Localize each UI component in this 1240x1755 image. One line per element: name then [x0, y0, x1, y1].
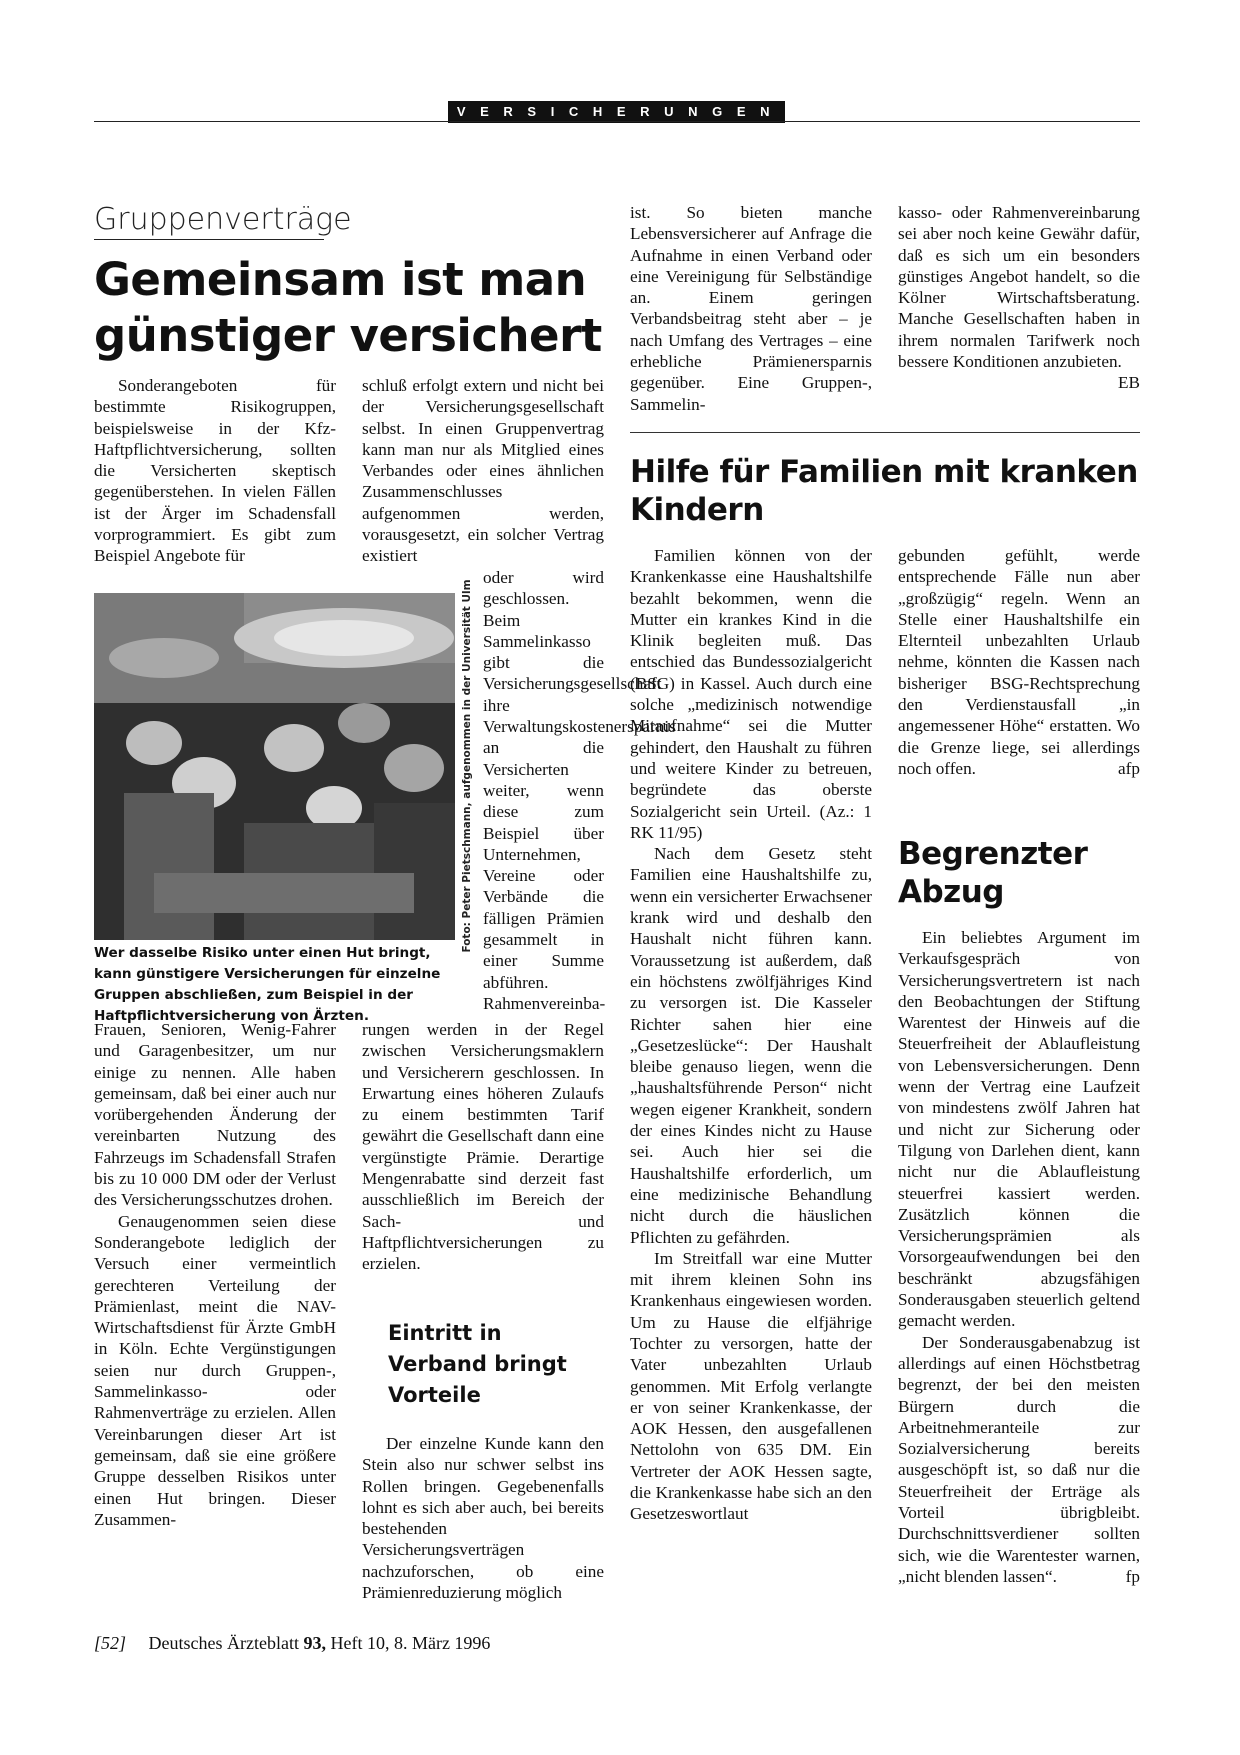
article1-col3	[630, 202, 872, 415]
paragraph: Sonderangeboten für bestimmte Risikogruppen, beispielsweise in der Kfz-Haftpflichtversicherung, sollten die Versicherten skeptisch gegenüberstehen. In vielen Fällen ist der Ärger im Schadensfall vorprogrammiert. Es gibt zum Beispiel Angebote für	[94, 376, 336, 566]
article2-headline: Hilfe für Familien mit kranken Kindern	[630, 454, 1138, 528]
journal-issue: Heft 10, 8. März 1996	[330, 1633, 491, 1653]
paragraph: ist. So bieten manche Lebensversicherer auf Anfrage die Aufnahme in einen Verband oder eine Vereinigung für Selbständige an. Einem geringen Verbandsbeitrag steht aber – je nach Umfang des Vertrages – eine erhebliche Prämienersparnis gegenüber. Eine Gruppen-, Sammelin-	[630, 203, 872, 414]
article3-headline: Begrenzter Abzug	[898, 836, 1088, 910]
paragraph: Im Streitfall war eine Mutter mit ihrem kleinen Sohn ins Krankenhaus eingewiesen worden. Um zu Hause die elfjährige Tochter zu versorgen, hatte der Vater unbezahlten Urlaub genommen. Mit Erfolg verlangte er von seiner Krankenkasse, der AOK Hessen, den ausgefallenen Nettolohn von 635 DM. Ein Vertreter der AOK Hessen sagte, die Krankenkasse habe sich an den Gesetzeswortlaut	[630, 1248, 872, 1524]
header-rule	[94, 121, 1140, 122]
surgery-photo	[94, 593, 455, 940]
author-signoff: EB	[1118, 373, 1140, 393]
paragraph: Ein beliebtes Argument im Verkaufsgespräch von Versicherungsvertretern ist nach den Beobachtungen der Stiftung Warentest der Hinweis auf die Steuerfreiheit der Ablaufleistung von Lebensversicherungen. Denn wenn der Vertrag eine Laufzeit von mindestens zwölf Jahren hat und nicht zur Sicherung oder Tilgung von Darlehen dient, kann nicht nur die Ablaufleistung steuerfrei kassiert werden. Zusätzlich können die Versicherungsprämien als Vorsorgeaufwendungen bei den beschränkt abzugsfähigen Sonderausgaben steuerlich geltend gemacht werden.	[898, 928, 1140, 1331]
surgery-photo-image	[94, 593, 455, 940]
article1-col2-bottom	[362, 1019, 604, 1275]
author-signoff: afp	[1118, 758, 1140, 778]
photo-credit	[455, 579, 479, 953]
article-headline: Gemeinsam ist man günstiger versichert	[94, 253, 602, 362]
paragraph	[898, 545, 1140, 779]
paragraph	[898, 1332, 1140, 1588]
section-label: VERSICHERUNGEN	[448, 101, 785, 123]
photo-credit-text: Foto: Peter Pietschmann, aufgenommen in der Universität Ulm	[461, 579, 473, 953]
author-signoff: fp	[1125, 1566, 1140, 1586]
article2-col4	[898, 545, 1140, 779]
page-number: [52]	[94, 1633, 127, 1653]
article1-col2-narrow	[483, 567, 676, 1014]
article1-col2-top	[362, 375, 604, 567]
paragraph-text: gebunden gefühlt, werde entsprechende Fälle nun aber „großzügig“ regeln. Wenn an Stelle einer Haushaltshilfe ein Elternteil unbezahlten Urlaub nehme, könnten die Kassen nach bisheriger BSG-Rechtsprechung den Verdienstausfall „in angemessener Höhe“ erstatten. Wo die Grenze liege, sei allerdings noch offen.	[898, 546, 1140, 778]
paragraph-text: kasso- oder Rahmenvereinbarung sei aber noch keine Gewähr dafür, daß es sich um ein besonders günstiges Angebot handelt, so die Kölner Wirtschaftsberatung. Manche Gesellschaften haben in ihrem normalen Tarifwerk noch bessere Konditionen anzubieten.	[898, 203, 1140, 372]
paragraph-text: Der Sonderausgabenabzug ist allerdings auf einen Höchstbetrag begrenzt, der bei den meisten Bürgern durch die Arbeitnehmeranteile zur Sozialversicherung bereits ausgeschöpft ist, so daß nur die Steuerfreiheit der Erträge als Vorteil übrigbleibt. Durchschnittsverdiener sollten sich, wie die Warentester warnen, „nicht blenden lassen“.	[898, 1332, 1140, 1586]
paragraph: Nach dem Gesetz steht Familien eine Haushaltshilfe zu, wenn ein versicherter Erwachsener krank wird und deshalb den Haushalt nicht führen kann. Voraussetzung ist außerdem, daß ein höchstens zwölfjähriges Kind zu versorgen ist. Die Kasseler Richter sahen hier eine „Gesetzeslücke“: Der Haushalt bleibe genauso liegen, wenn die „haushaltsführende Person“ nicht wegen eigener Krankheit, sondern der eines Kindes nicht zu Hause sei. Auch hier sei die Haushaltshilfe erforderlich, um eine medizinische Behandlung nicht durch die häuslichen Pflichten zu gefährden.	[630, 844, 872, 1247]
paragraph: schluß erfolgt extern und nicht bei der Versicherungsgesellschaft selbst. In einen Gruppenvertrag kann man nur als Mitglied eines Verbandes oder eines ähnlichen Zusammenschlusses aufgenommen werden, vorausgesetzt, ein solcher Vertrag existiert	[362, 376, 604, 566]
article1-col1-bottom	[94, 1019, 336, 1530]
paragraph: Genaugenommen seien diese Sonderangebote lediglich der Versuch einer vermeintlich gerechteren Verteilung der Prämienlast, meint die NAV-Wirtschaftsdienst für Ärzte GmbH in Köln. Echte Vergünstigungen seien nur durch Gruppen-, Sammelinkasso- oder Rahmenverträge zu erzielen. Allen Vereinbarungen dieser Art ist gemeinsam, daß sie eine größere Gruppe desselben Risikos unter einen Hut bringen. Dieser Zusammen-	[94, 1211, 336, 1529]
article2-col3	[630, 545, 872, 1525]
page-footer	[94, 1633, 490, 1654]
article-divider	[630, 432, 1140, 433]
article-kicker: Gruppenverträge	[94, 202, 352, 237]
photo-caption: Wer dasselbe Risiko unter einen Hut bringt, kann günstigere Versicherungen für einzelne Gruppen abschließen, zum Beispiel in der Haftpflichtversicherung von Ärzten.	[94, 945, 441, 1024]
journal-volume: 93,	[303, 1633, 326, 1653]
paragraph: oder wird geschlossen. Beim Sammelinkasso gibt die Versicherungsgesellschaft ihre Verwaltungskostenersparnis an die Versicherten weiter, wenn diese zum Beispiel über Unternehmen, Vereine oder Verbände die fälligen Prämien gesammelt in einer Summe abführen. Rahmenvereinba-	[483, 568, 676, 1013]
article3-col4	[898, 927, 1140, 1587]
paragraph: Familien können von der Krankenkasse eine Haushaltshilfe bezahlt bekommen, wenn die Mutter ein krankes Kind in die Klinik begleiten muß. Das entschied das Bundessozialgericht (BSG) in Kassel. Auch durch eine solche „medizinisch notwendige Mitaufnahme“ sei die Mutter gehindert, den Haushalt zu führen und weitere Kinder zu betreuen, begründete das oberste Sozialgericht sein Urteil. (Az.: 1 RK 11/95)	[630, 546, 872, 842]
paragraph: Der einzelne Kunde kann den Stein also nur schwer selbst ins Rollen bringen. Gegebenenfalls lohnt es sich aber auch, bei bereits bestehenden Versicherungsverträgen nachzuforschen, ob eine Prämienreduzierung möglich	[362, 1434, 604, 1603]
paragraph: Frauen, Senioren, Wenig-Fahrer und Garagenbesitzer, um nur einige zu nennen. Alle haben gemeinsam, daß bei einer auch nur vorübergehenden Änderung der vereinbarten Nutzung des Fahrzeugs im Schadensfall Strafen bis zu 10 000 DM oder der Verlust des Versicherungsschutzes drohen.	[94, 1020, 336, 1210]
article1-col2-sub	[362, 1433, 604, 1603]
article1-col4	[898, 202, 1140, 394]
paragraph	[898, 202, 1140, 393]
article1-col1-top	[94, 375, 336, 567]
paragraph: rungen werden in der Regel zwischen Versicherungsmaklern und Versicherern geschlossen. In Erwartung eines höheren Zulaufs zu einem bestimmten Tarif gewährt die Gesellschaft dann eine vergünstigte Prämie. Derartige Mengenrabatte sind derzeit fast ausschließlich im Bereich der Sach- und Haftpflichtversicherungen zu erzielen.	[362, 1020, 604, 1274]
subheadline: Eintritt in Verband bringt Vorteile	[388, 1321, 567, 1407]
journal-name: Deutsches Ärzteblatt	[148, 1633, 299, 1653]
kicker-underline	[94, 239, 324, 240]
